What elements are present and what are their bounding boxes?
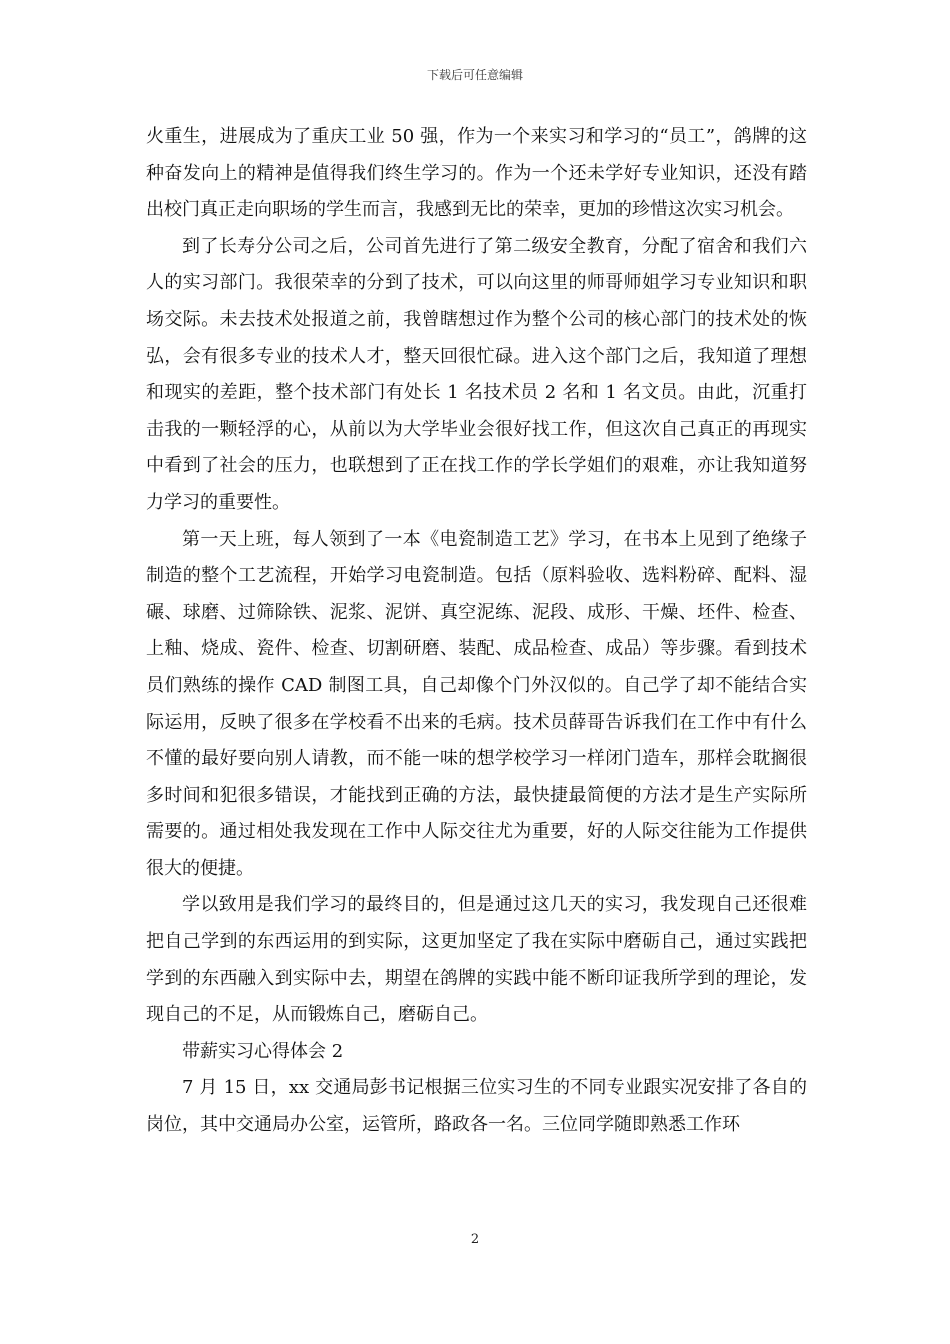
page-number: 2 — [470, 1232, 480, 1247]
paragraph-july-15: 7 月 15 日，xx 交通局彭书记根据三位实习生的不同专业跟实况安排了各自的岗位，其中交通局办公室，运管所，路政各一名。三位同学随即熟悉工作环 — [146, 1077, 807, 1136]
paragraph-continuation: 火重生，进展成为了重庆工业 50 强，作为一个来实习和学习的“员工”，鸽牌的这种奋发向上的精神是值得我们终生学习的。作为一个还未学好专业知识，还没有踏出校门真正走向职场的学生而言，我感到无比的荣幸，更加的珍惜这次实习机会。 — [146, 126, 807, 221]
section-heading: 带薪实习心得体会 2 — [182, 1040, 344, 1062]
paragraph-first-day: 第一天上班，每人领到了一本《电瓷制造工艺》学习，在书本上见到了绝缘子制造的整个工艺流程，开始学习电瓷制造。包括（原料验收、选料粉碎、配料、湿碾、球磨、过筛除铁、泥浆、泥饼、真空泥练、泥段、成形、干燥、坯件、检查、上釉、烧成、瓷件、检查、切割研磨、装配、成品检查、成品）等步骤。看到技术员们熟练的操作 CAD 制图工具，自己却像个门外汉似的。自己学了却不能结合实际运用，反映了很多在学校看不出来的毛病。技术员薛哥告诉我们在工作中有什么不懂的最好要向别人请教，而不能一味的想学校学习一样闭门造车，那样会耽搁很多时间和犯很多错误，才能找到正确的方法，最快捷最简便的方法才是生产实际所需要的。通过相处我发现在工作中人际交往尤为重要，好的人际交往能为工作提供很大的便捷。 — [146, 528, 807, 879]
page-header: 下载后可任意编辑 — [426, 68, 523, 82]
paragraph-learning-application: 学以致用是我们学习的最终目的，但是通过这几天的实习，我发现自己还很难把自己学到的东西运用的到实际，这更加坚定了我在实际中磨砺自己，通过实践把学到的东西融入到实际中去，期望在鸽牌的实践中能不断印证我所学到的理论，发现自己的不足，从而锻炼自己，磨砺自己。 — [146, 894, 807, 1026]
paragraph-branch-office: 到了长寿分公司之后，公司首先进行了第二级安全教育，分配了宿舍和我们六人的实习部门。我很荣幸的分到了技术，可以向这里的师哥师姐学习专业知识和职场交际。未去技术处报道之前，我曾瞎想过作为整个公司的核心部门的技术处的恢弘，会有很多专业的技术人才，整天回很忙碌。进入这个部门之后，我知道了理想和现实的差距，整个技术部门有处长 1 名技术员 2 名和 1 名文员。由此，沉重打击我的一颗轻浮的心，从前以为大学毕业会很好找工作，但这次自己真正的再现实中看到了社会的压力，也联想到了正在找工作的学长学姐们的艰难，亦让我知道努力学习的重要性。 — [146, 235, 807, 513]
document-body — [146, 119, 807, 1144]
